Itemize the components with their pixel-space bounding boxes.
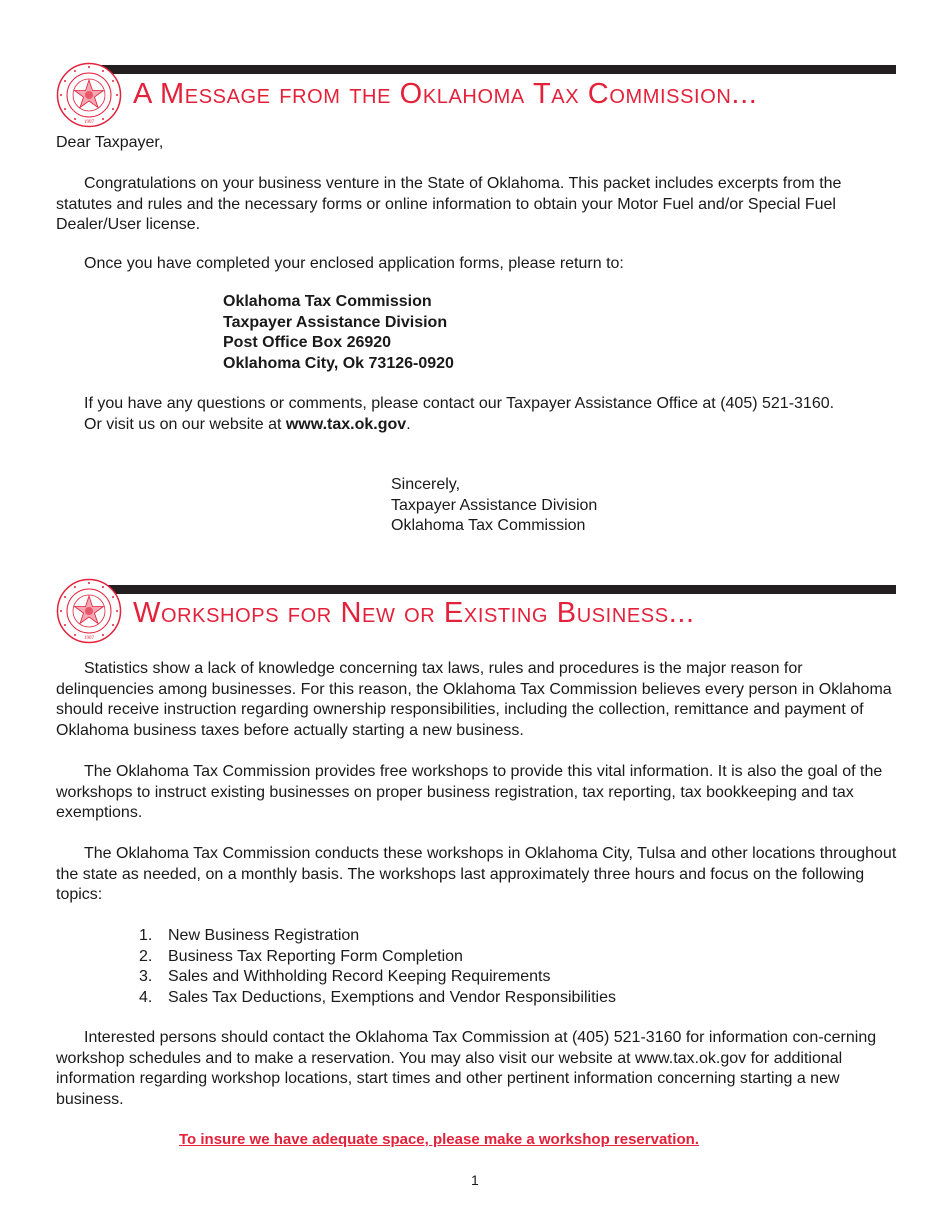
address-line: Oklahoma City, Ok 73126-0920: [223, 354, 454, 372]
page-number: 1: [471, 1172, 479, 1188]
seal-year: 1907: [84, 636, 94, 641]
signoff-line: Taxpayer Assistance Division: [391, 496, 598, 514]
signoff-line: Oklahoma Tax Commission: [391, 517, 586, 534]
oklahoma-seal-icon: [56, 62, 122, 128]
salutation: Dear Taxpayer,: [56, 134, 164, 151]
section2-header-bar: [86, 585, 896, 594]
signoff-block: [391, 475, 597, 537]
topic-text: Sales and Withholding Record Keeping Requirements: [168, 968, 551, 985]
list-item: [139, 988, 616, 1009]
section2-heading: Workshops for New or Existing Business...: [133, 597, 695, 629]
intro-paragraph: Congratulations on your business venture in the State of Oklahoma. This packet includes excerpts from the statutes and rules and the necessary forms or online information to obtain your Motor Fuel and/or Special Fuel Dealer/User license.: [56, 175, 842, 233]
return-instructions: Once you have completed your enclosed application forms, please return to:: [84, 255, 624, 272]
topic-number: 1.: [139, 927, 153, 944]
topic-number: 3.: [139, 968, 153, 985]
topic-text: Business Tax Reporting Form Completion: [168, 947, 463, 965]
contact-paragraph: [84, 394, 904, 435]
contact-line-1: If you have any questions or comments, please contact our Taxpayer Assistance Office at (405) 521-3160.: [84, 395, 835, 412]
topic-number: 4.: [139, 988, 153, 1006]
contact-line-2: [84, 415, 904, 436]
oklahoma-seal-icon: [56, 578, 122, 644]
website-link[interactable]: www.tax.ok.gov: [285, 415, 407, 433]
section1-heading: A Message from the Oklahoma Tax Commission...: [133, 78, 758, 110]
topic-text: New Business Registration: [168, 927, 360, 944]
list-item: [139, 926, 616, 947]
topic-text: Sales Tax Deductions, Exemptions and Vendor Responsibilities: [168, 988, 616, 1006]
seal-year: 1907: [84, 120, 94, 125]
topic-number: 2.: [139, 947, 153, 965]
address-line: Post Office Box 26920: [223, 334, 392, 351]
topics-list: [139, 926, 616, 1008]
contact-line-2-suffix: .: [406, 415, 411, 433]
mailing-address: [223, 292, 454, 374]
contact-workshop-paragraph: Interested persons should contact the Oklahoma Tax Commission at (405) 521-3160 for information con-cerning workshop schedules and to make a reservation. You may also visit our website at www.tax.ok.gov for additional information regarding workshop locations, start times and other pertinent information concerning starting a new business.: [56, 1029, 877, 1108]
statistics-paragraph: Statistics show a lack of knowledge concerning tax laws, rules and procedures is the major reason for delinquencies among businesses. For this reason, the Oklahoma Tax Commission believes every person in Oklahoma should receive instruction regarding ownership responsibilities, including the collection, remittance and payment of Oklahoma business taxes before actually starting a new business.: [56, 660, 892, 739]
signoff-line: Sincerely,: [391, 476, 461, 493]
section1-header-bar: [86, 65, 896, 74]
list-item: [139, 967, 616, 988]
address-line: Oklahoma Tax Commission: [223, 293, 432, 310]
free-workshops-paragraph: The Oklahoma Tax Commission provides free workshops to provide this vital information. It is also the goal of the workshops to instruct existing businesses on proper business registration, tax reporting, tax bookkeeping and tax exemptions.: [56, 763, 883, 821]
reservation-note: To insure we have adequate space, please make a workshop reservation.: [179, 1131, 699, 1148]
workshop-schedule-paragraph: The Oklahoma Tax Commission conducts these workshops in Oklahoma City, Tulsa and other locations throughout the state as needed, on a monthly basis. The workshops last approximately three hours and focus on the following topics:: [56, 845, 897, 903]
contact-line-2-prefix: Or visit us on our website at: [84, 415, 286, 433]
list-item: [139, 947, 616, 968]
address-line: Taxpayer Assistance Division: [223, 313, 448, 331]
